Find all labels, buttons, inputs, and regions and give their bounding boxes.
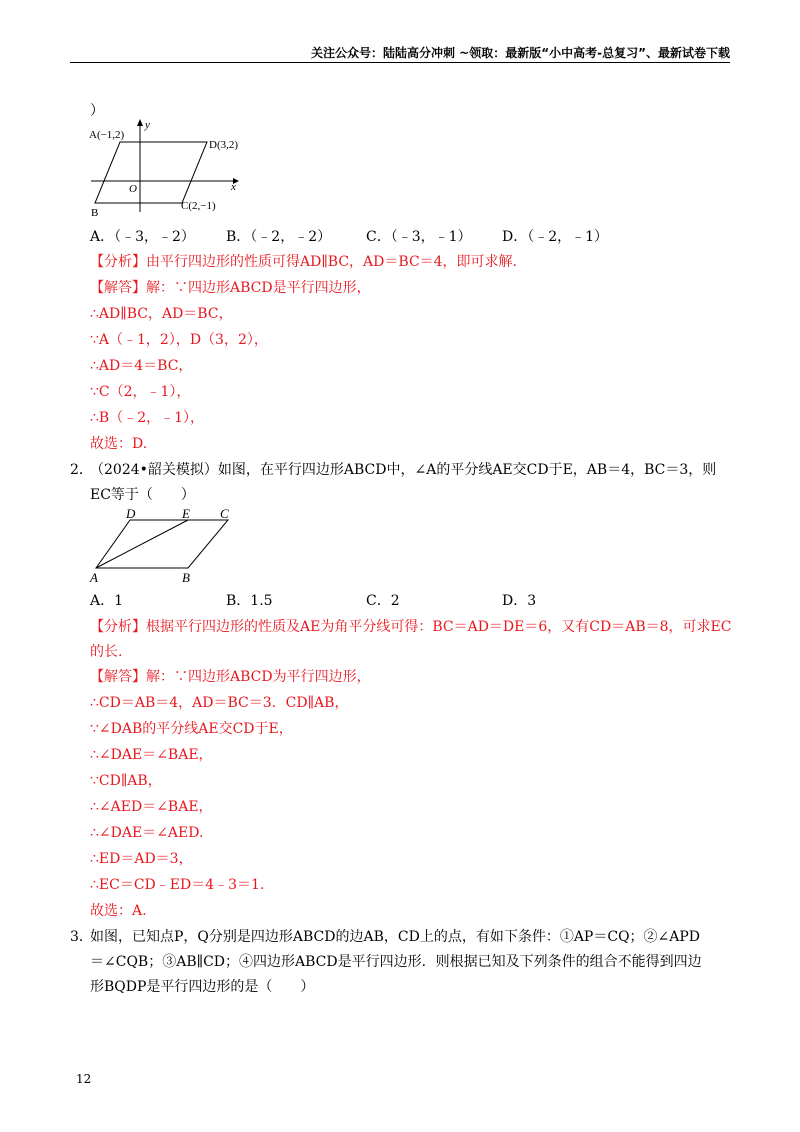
q2-option-d: D．3	[502, 593, 537, 609]
label-e: E	[182, 506, 190, 521]
q3-stem-line: ＝∠CQB；③AB∥CD；④四边形ABCD是平行四边形．则根据已知及下列条件的组合不能得到四边	[90, 954, 702, 970]
q1-coordinate-figure	[85, 116, 255, 220]
q1-option-a: A．（﹣3，﹣2）	[90, 229, 195, 245]
q2-analysis-line2: 的长.	[90, 644, 123, 660]
q2-solution-line: ∵CD∥AB，	[90, 773, 162, 789]
q2-stem-line1: （2024•韶关模拟）如图，在平行四边形ABCD中，∠A的平分线AE交CD于E，AB＝4，BC＝3，则	[90, 462, 717, 478]
label-b: B	[91, 207, 99, 219]
q1-solution-line: 【解答】解：∵四边形ABCD是平行四边形，	[90, 280, 371, 296]
q2-solution-line: ∴EC＝CD﹣ED＝4﹣3＝1.	[90, 877, 265, 893]
q2-analysis-line1: 【分析】根据平行四边形的性质及AE为角平分线可得：BC＝AD＝DE＝6，又有CD＝AB＝8，可求EC	[90, 619, 732, 635]
q1-solution-line: ∴AD∥BC，AD＝BC，	[90, 306, 233, 322]
q2-solution-line: ∴CD＝AB＝4，AD＝BC＝3．CD∥AB，	[90, 695, 349, 711]
label-c: C	[220, 506, 229, 521]
q1-paren-close: ）	[90, 103, 104, 119]
q1-analysis: 【分析】由平行四边形的性质可得AD∥BC，AD＝BC＝4，即可求解.	[90, 254, 518, 270]
label-o: O	[129, 183, 137, 195]
q2-solution-line: ∴∠DAE＝∠BAE，	[90, 747, 213, 763]
label-d: D(3,2)	[209, 139, 239, 151]
q1-option-b: B．（﹣2，﹣2）	[226, 229, 332, 245]
q2-solution-line: ∵∠DAB的平分线AE交CD于E，	[90, 721, 293, 737]
q3-stem-line: 如图，已知点P，Q分别是四边形ABCD的边AB，CD上的点，有如下条件：①AP＝CQ；②∠APD	[90, 929, 701, 945]
parallelogram-abcd	[95, 142, 207, 203]
page-number: 12	[76, 1072, 92, 1086]
q2-solution-line: ∴∠DAE＝∠AED.	[90, 825, 204, 841]
q2-solution-line: 故选：A.	[90, 903, 147, 919]
parallelogram-abcd	[96, 520, 228, 568]
q1-solution-line: ∴AD＝4＝BC，	[90, 358, 193, 374]
label-y: y	[145, 119, 150, 131]
label-a: A	[90, 570, 98, 585]
q1-option-d: D．（﹣2，﹣1）	[502, 229, 609, 245]
label-d: D	[126, 506, 136, 521]
q1-solution-line: 故选：D.	[90, 436, 148, 452]
q1-option-c: C．（﹣3，﹣1）	[366, 229, 472, 245]
label-c: C(2,−1)	[181, 200, 216, 212]
page-header: 关注公众号：陆陆高分冲刺 ~领取：最新版“小中高考-总复习”、最新试卷下载	[311, 46, 730, 60]
q2-solution-line: ∴ED＝AD＝3，	[90, 851, 193, 867]
label-x: x	[231, 181, 236, 193]
q2-parallelogram-figure	[88, 504, 248, 586]
bisector-ae	[96, 520, 188, 568]
q2-solution-line: ∴∠AED＝∠BAE，	[90, 799, 213, 815]
q2-option-c: C．2	[366, 593, 400, 609]
q2-stem-line2: EC等于（ ）	[90, 487, 195, 503]
label-a: A(−1,2)	[89, 129, 125, 141]
q3-number: 3．	[70, 929, 93, 945]
q2-option-b: B．1.5	[226, 593, 273, 609]
q2-solution-line: 【解答】解：∵四边形ABCD为平行四边形，	[90, 669, 371, 685]
header-rule	[70, 62, 730, 63]
q2-number: 2．	[70, 462, 93, 478]
q2-option-a: A．1	[90, 593, 124, 609]
label-b: B	[182, 570, 190, 585]
q1-solution-line: ∴B（﹣2，﹣1），	[90, 410, 205, 426]
q3-stem-line: 形BQDP是平行四边形的是（ ）	[90, 979, 315, 995]
q1-solution-line: ∵C（2，﹣1），	[90, 384, 191, 400]
q1-solution-line: ∵A（﹣1，2），D（3，2），	[90, 332, 268, 348]
y-axis-arrow	[137, 119, 143, 126]
